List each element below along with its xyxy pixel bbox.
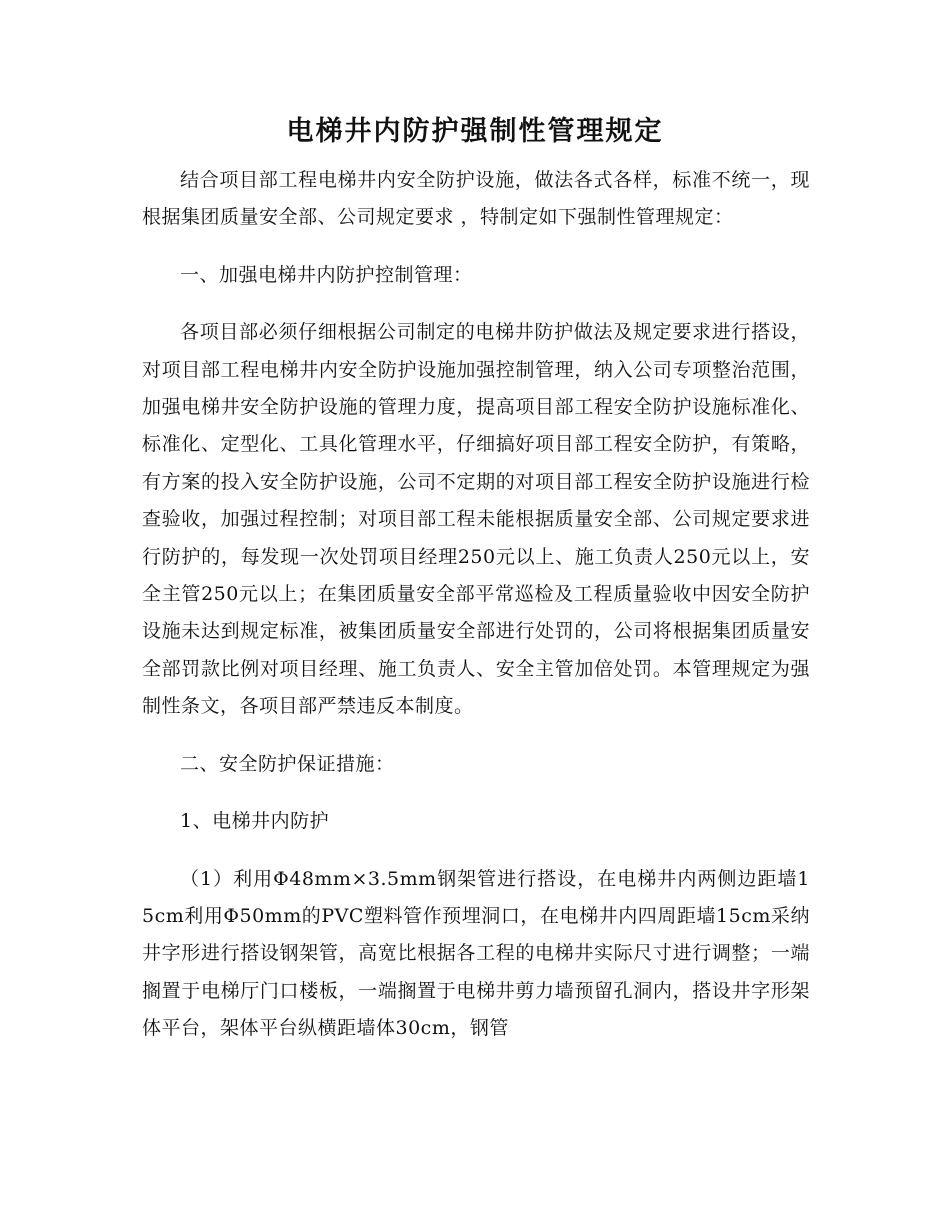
subsection-heading-1: 1、电梯井内防护 [180,810,330,833]
document-title: 电梯井内防护强制性管理规定 [286,116,664,147]
intro-paragraph: 结合项目部工程电梯井内安全防护设施，做法各式各样，标准不统一，现根据集团质量安全部、公司规定要求 ，特制定如下强制性管理规定： [142,169,810,229]
section-1-paragraph: 各项目部必须仔细根据公司制定的电梯井防护做法及规定要求进行搭设，对项目部工程电梯井内安全防护设施加强控制管理，纳入公司专项整治范围，加强电梯井安全防护设施的管理力度，提高项目部工程安全防护设施标准化、标准化、定型化、工具化管理水平，仔细搞好项目部工程安全防护，有策略，有方案的投入安全防护设施，公司不定期的对项目部工程安全防护设施进行检查验收，加强过程控制；对项目部工程未能根据质量安全部、公司规定要求进行防护的，每发现一次处罚项目经理250元以上、施工负责人250元以上，安全主管250元以上；在集团质量安全部平常巡检及工程质量验收中因安全防护设施未达到规定标准，被集团质量安全部进行处罚的，公司将根据集团质量安全部罚款比例对项目经理、施工负责人、安全主管加倍处罚。本管理规定为强制性条文，各项目部严禁违反本制度。 [142,321,810,718]
section-heading-1: 一、加强电梯井内防护控制管理： [180,263,473,286]
subsection-1-paragraph: （1）利用Φ48mm×3.5mm钢架管进行搭设，在电梯井内两侧边距墙15cm利用Φ50mm的PVC塑料管作预埋洞口，在电梯井内四周距墙15cm采纳井字形进行搭设钢架管，高宽比根据各工程的电梯井实际尺寸进行调整；一端搁置于电梯厅门口楼板，一端搁置于电梯井剪力墙预留孔洞内，搭设井字形架体平台，架体平台纵横距墙体30cm，钢管 [142,867,810,1040]
document-body [142,162,810,1048]
section-heading-2: 二、安全防护保证措施： [180,752,395,775]
